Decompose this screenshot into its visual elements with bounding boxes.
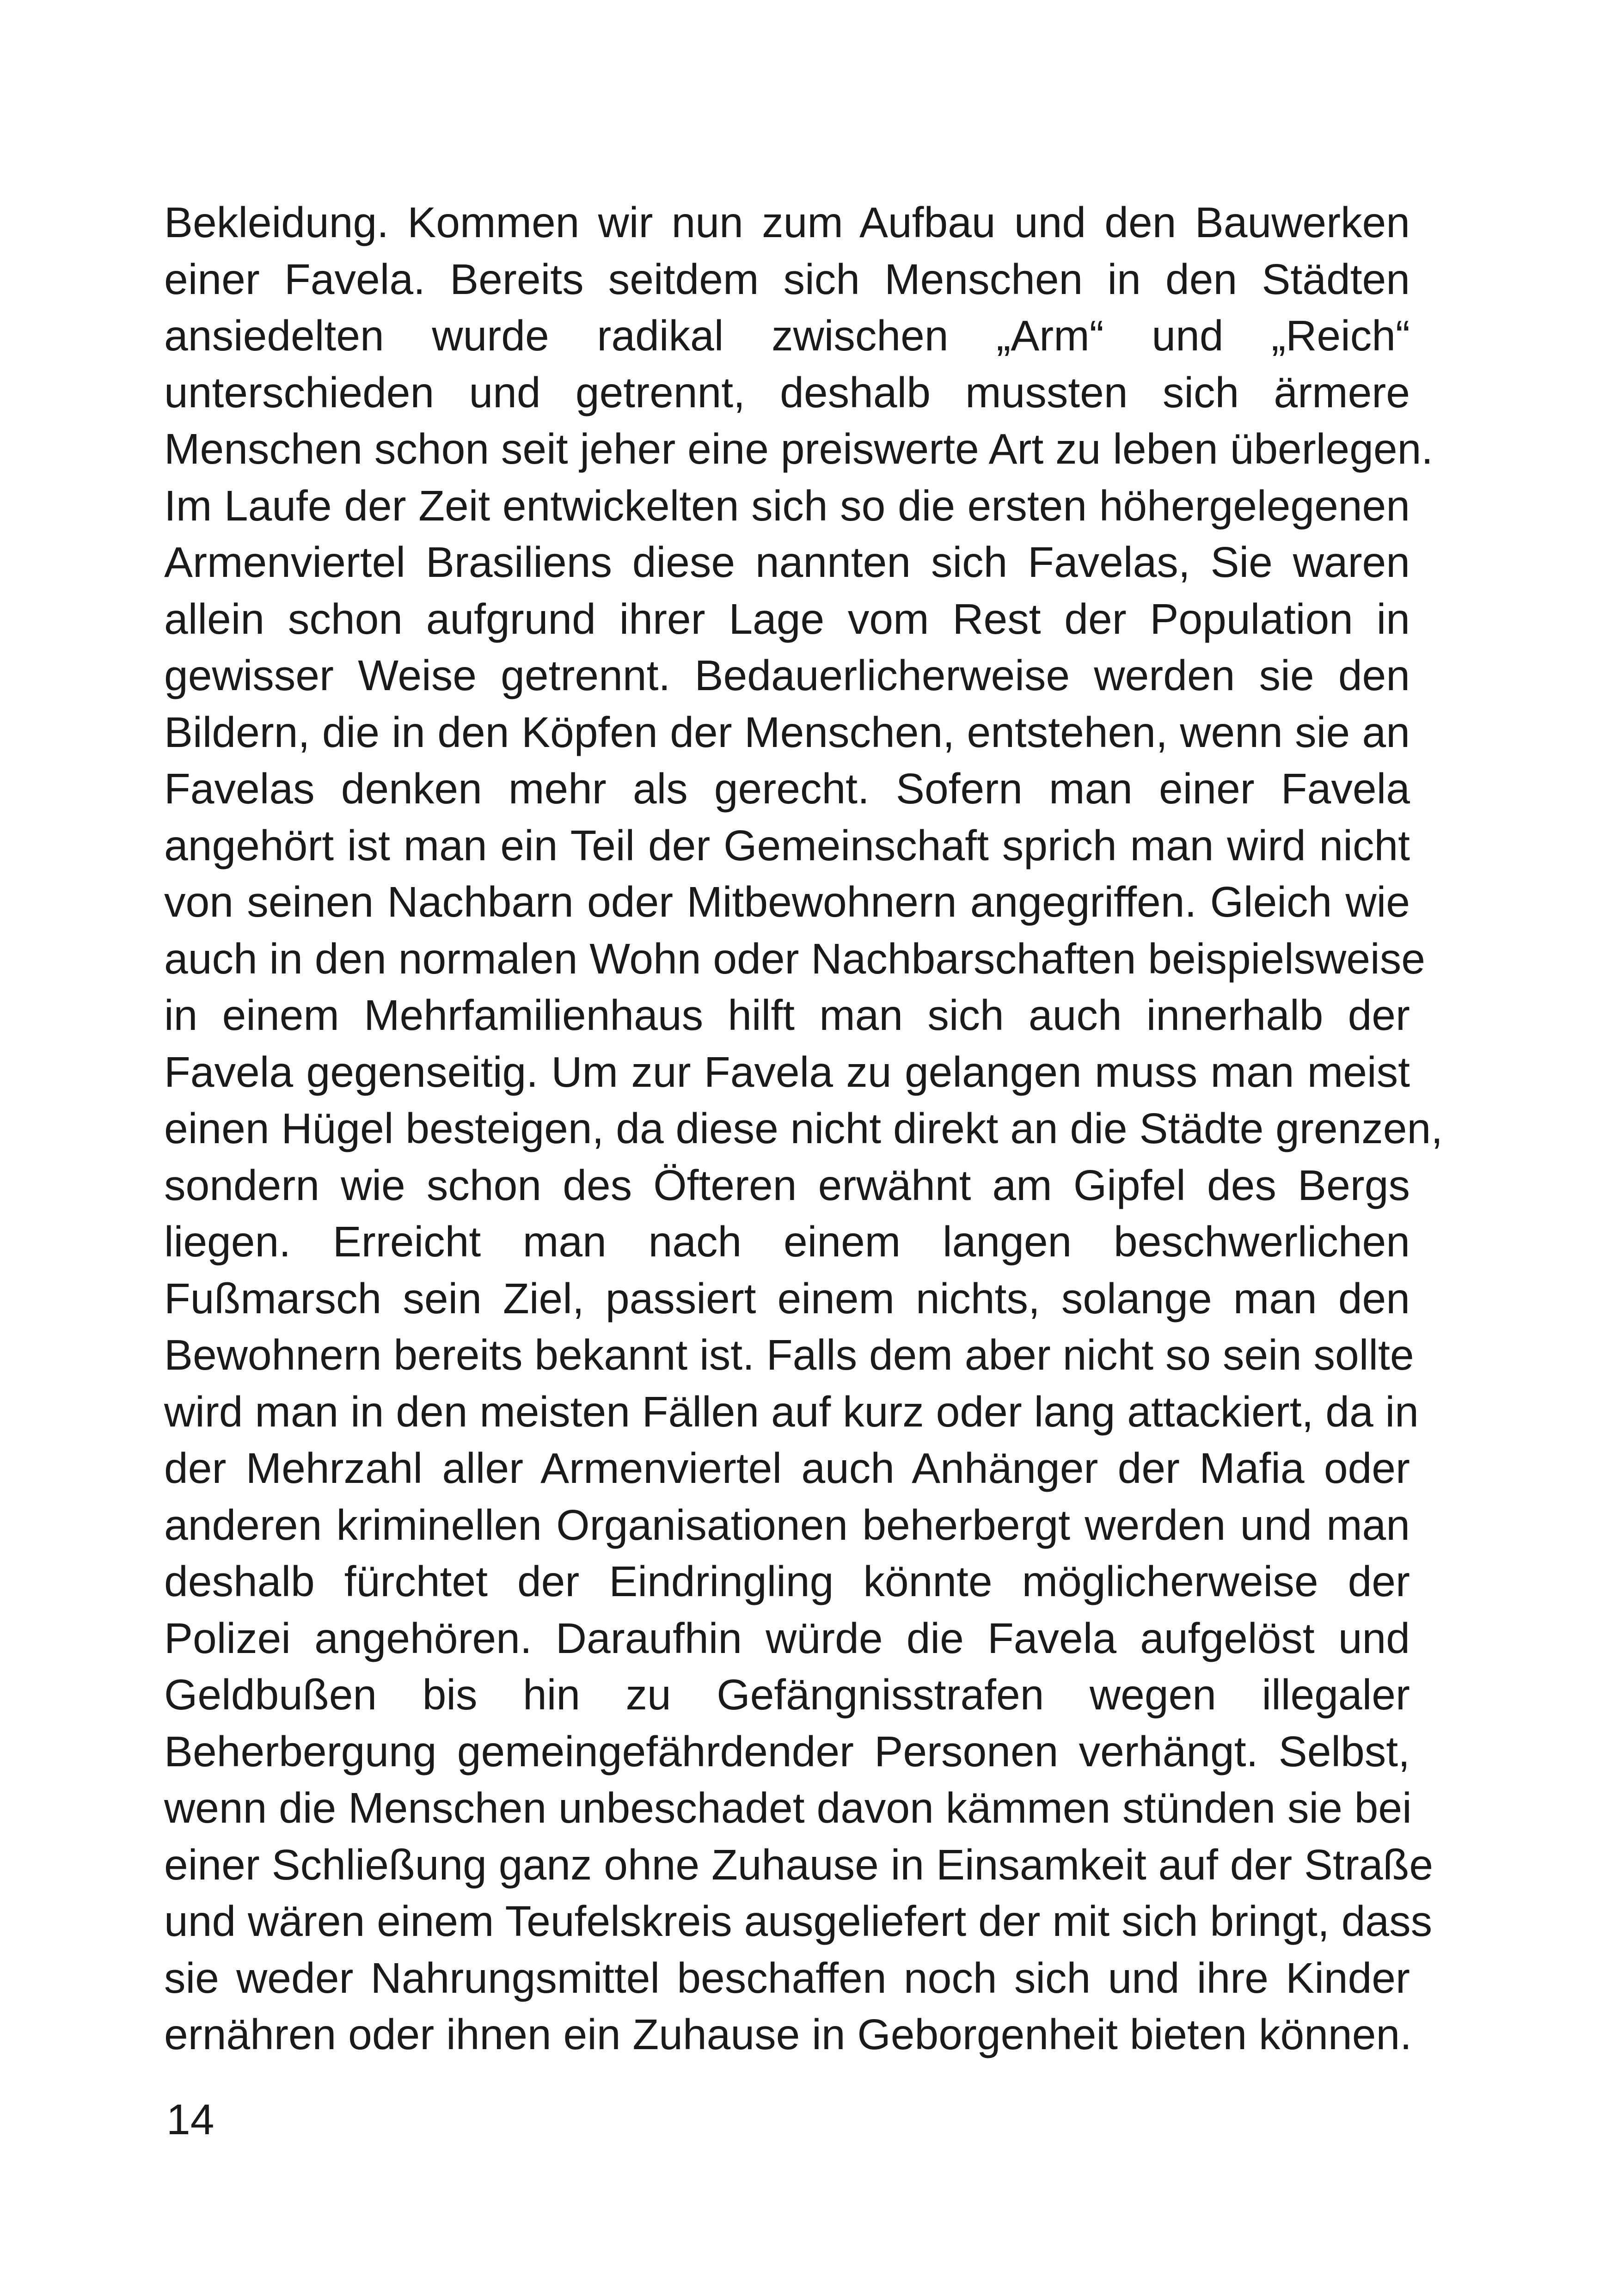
text-line: Favela gegenseitig. Um zur Favela zu gelangen muss man meist <box>164 1047 1410 1096</box>
text-line: Bekleidung. Kommen wir nun zum Aufbau und den Bauwerken <box>164 198 1410 246</box>
text-line: unterschieden und getrennt, deshalb mussten sich ärmere <box>164 368 1410 416</box>
text-line: ansiedelten wurde radikal zwischen „Arm“ und „Reich“ <box>164 312 1410 360</box>
text-line: Beherbergung gemeingefährdender Personen verhängt. Selbst, <box>164 1727 1410 1776</box>
text-line: wenn die Menschen unbeschadet davon kämmen stünden sie bei <box>164 1784 1412 1832</box>
text-line: ernähren oder ihnen ein Zuhause in Geborgenheit bieten können. <box>164 2010 1412 2058</box>
text-line: wird man in den meisten Fällen auf kurz oder lang attackiert, da in <box>164 1387 1419 1436</box>
text-line: deshalb fürchtet der Eindringling könnte möglicherweise der <box>164 1557 1410 1605</box>
text-line: angehört ist man ein Teil der Gemeinschaft sprich man wird nicht <box>164 821 1410 869</box>
text-line: sie weder Nahrungsmittel beschaffen noch sich und ihre Kinder <box>164 1953 1410 2002</box>
text-line: einer Schließung ganz ohne Zuhause in Einsamkeit auf der Straße <box>164 1840 1434 1889</box>
text-line: Im Laufe der Zeit entwickelten sich so die ersten höhergelegenen <box>164 481 1410 530</box>
text-line: Bildern, die in den Köpfen der Menschen, entstehen, wenn sie an <box>164 708 1410 756</box>
text-line: der Mehrzahl aller Armenviertel auch Anhänger der Mafia oder <box>164 1444 1410 1492</box>
text-line: und wären einem Teufelskreis ausgeliefert der mit sich bringt, dass <box>164 1897 1433 1945</box>
text-line: liegen. Erreicht man nach einem langen beschwerlichen <box>164 1218 1410 1266</box>
text-line: sondern wie schon des Öfteren erwähnt am Gipfel des Bergs <box>164 1161 1410 1209</box>
text-line: Bewohnern bereits bekannt ist. Falls dem aber nicht so sein sollte <box>164 1331 1414 1379</box>
text-line: Fußmarsch sein Ziel, passiert einem nichts, solange man den <box>164 1274 1410 1322</box>
text-line: Favelas denken mehr als gerecht. Sofern man einer Favela <box>164 765 1410 813</box>
text-line: einer Favela. Bereits seitdem sich Menschen in den Städten <box>164 255 1410 303</box>
text-line: Geldbußen bis hin zu Gefängnisstrafen wegen illegaler <box>164 1671 1410 1719</box>
page-number: 14 <box>166 2095 215 2143</box>
text-line: Menschen schon seit jeher eine preiswerte Art zu leben überlegen. <box>164 425 1434 473</box>
text-line: allein schon aufgrund ihrer Lage vom Rest der Population in <box>164 594 1410 643</box>
text-line: Armenviertel Brasiliens diese nannten sich Favelas, Sie waren <box>164 538 1410 586</box>
body-paragraph <box>164 194 1443 2063</box>
text-line: anderen kriminellen Organisationen beherbergt werden und man <box>164 1500 1410 1549</box>
text-line: Polizei angehören. Daraufhin würde die Favela aufgelöst und <box>164 1614 1410 1662</box>
text-line: von seinen Nachbarn oder Mitbewohnern angegriffen. Gleich wie <box>164 878 1410 926</box>
text-line: auch in den normalen Wohn oder Nachbarschaften beispielsweise <box>164 934 1425 983</box>
text-line: gewisser Weise getrennt. Bedauerlicherweise werden sie den <box>164 651 1410 699</box>
text-line: einen Hügel besteigen, da diese nicht direkt an die Städte grenzen, <box>164 1104 1443 1152</box>
text-line: in einem Mehrfamilienhaus hilft man sich auch innerhalb der <box>164 991 1410 1039</box>
